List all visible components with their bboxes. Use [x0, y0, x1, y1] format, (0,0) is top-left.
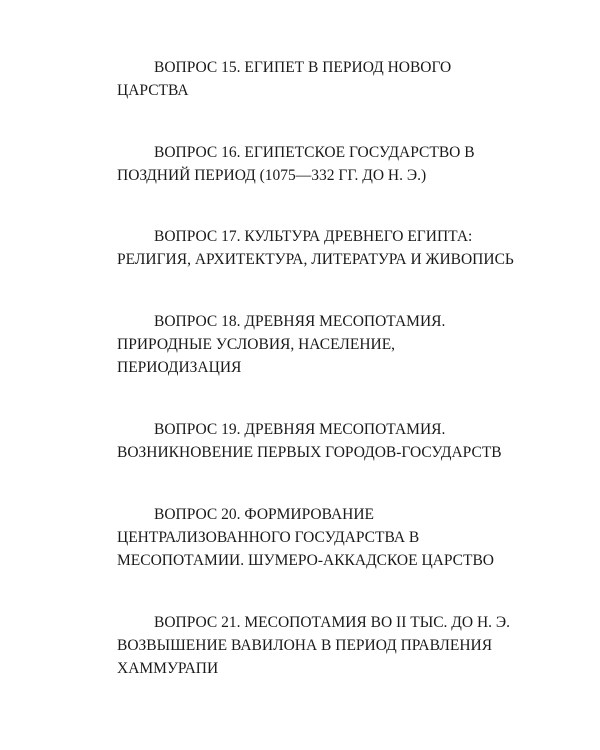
question-heading-16: ВОПРОС 16. ЕГИПЕТСКОЕ ГОСУДАРСТВО В ПОЗДНИЙ ПЕРИОД (1075—332 ГГ. ДО Н. Э.) [117, 144, 475, 184]
question-heading-21: ВОПРОС 21. МЕСОПОТАМИЯ ВО II ТЫС. ДО Н. Э. ВОЗВЫШЕНИЕ ВАВИЛОНА В ПЕРИОД ПРАВЛЕНИЯ ХАММУРАПИ [117, 614, 511, 677]
question-heading-20: ВОПРОС 20. ФОРМИРОВАНИЕ ЦЕНТРАЛИЗОВАННОГО ГОСУДАРСТВА В МЕСОПОТАМИИ. ШУМЕРО-АККАДСКОЕ ЦАРСТВО [117, 506, 495, 569]
question-heading-17: ВОПРОС 17. КУЛЬТУРА ДРЕВНЕГО ЕГИПТА: РЕЛИГИЯ, АРХИТЕКТУРА, ЛИТЕРАТУРА И ЖИВОПИСЬ [117, 228, 514, 268]
question-heading-18: ВОПРОС 18. ДРЕВНЯЯ МЕСОПОТАМИЯ. ПРИРОДНЫЕ УСЛОВИЯ, НАСЕЛЕНИЕ, ПЕРИОДИЗАЦИЯ [117, 313, 446, 376]
heading-list [117, 56, 517, 680]
question-heading-15: ВОПРОС 15. ЕГИПЕТ В ПЕРИОД НОВОГО ЦАРСТВА [117, 59, 452, 99]
question-heading-19: ВОПРОС 19. ДРЕВНЯЯ МЕСОПОТАМИЯ. ВОЗНИКНОВЕНИЕ ПЕРВЫХ ГОРОДОВ-ГОСУДАРСТВ [117, 421, 502, 461]
